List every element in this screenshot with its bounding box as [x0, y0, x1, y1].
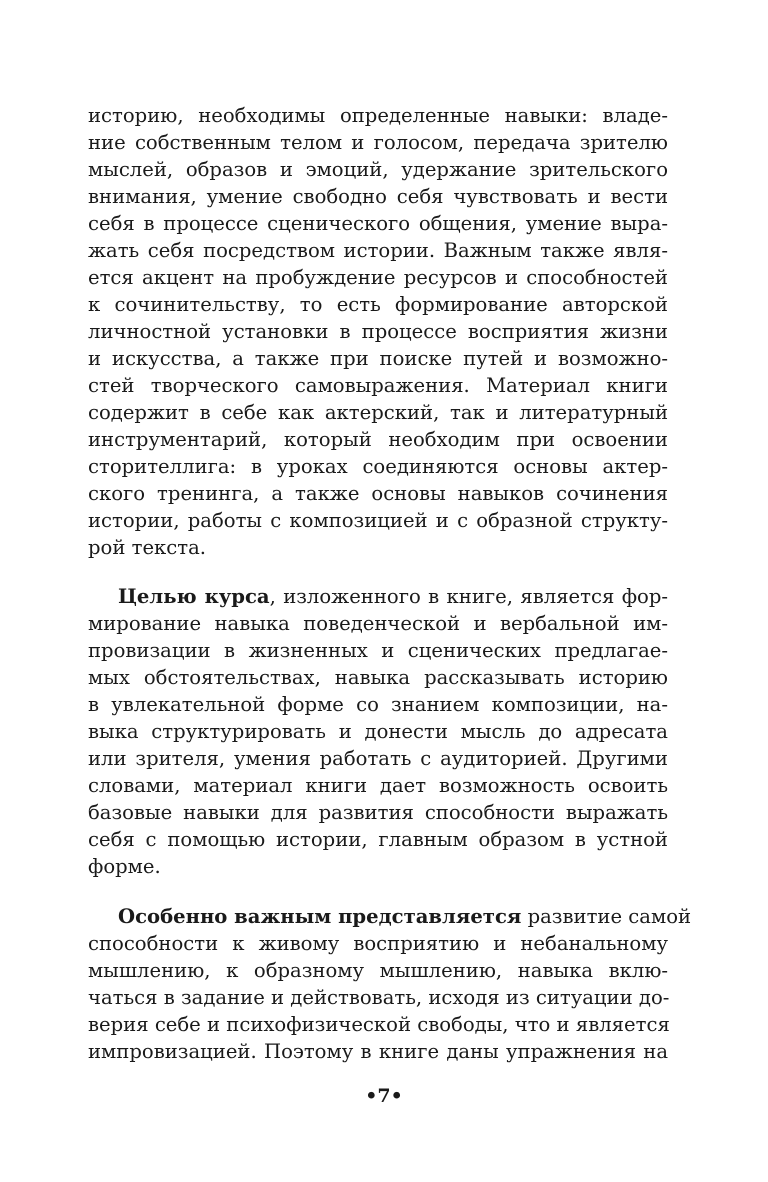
paragraph-1 — [88, 102, 668, 561]
bold-lead: Целью курса — [118, 585, 270, 608]
text-line: мирование навыка поведенческой и вербальной им- — [88, 612, 668, 635]
text-line: личностной установки в процессе восприятия жизни — [88, 320, 668, 343]
page-number: •7• — [365, 1085, 403, 1107]
text-line: мых обстоятельствах, навыка рассказывать историю — [88, 666, 668, 689]
text-fragment: , изложенного в книге, является фор- — [269, 585, 668, 608]
text-line: ется акцент на пробуждение ресурсов и способностей — [88, 266, 668, 289]
text-line: рой текста. — [88, 536, 207, 559]
text-line: способности к живому восприятию и небанальному — [88, 932, 668, 955]
text-line: ского тренинга, а также основы навыков сочинения — [88, 482, 668, 505]
text-line: себя с помощью истории, главным образом в устной — [88, 828, 668, 851]
text-line: мышлению, к образному мышлению, навыка вклю- — [88, 959, 668, 982]
text-line: импровизацией. Поэтому в книге даны упражнения на — [88, 1040, 668, 1063]
text-line: жать себя посредством истории. Важным также явля- — [88, 239, 668, 262]
text-line: к сочинительству, то есть формирование авторской — [88, 293, 668, 316]
text-fragment: развитие самой — [521, 905, 692, 928]
text-line: верия себе и психофизической свободы, что и является — [88, 1013, 670, 1036]
text-line: базовые навыки для развития способности выражать — [88, 801, 668, 824]
text-line: словами, материал книги дает возможность освоить — [88, 774, 668, 797]
text-line: мыслей, образов и эмоций, удержание зрительского — [88, 158, 668, 181]
text-line: инструментарий, который необходим при освоении — [88, 428, 668, 451]
text-line: историю, необходимы определенные навыки: владе- — [88, 104, 668, 127]
text-line: стей творческого самовыражения. Материал книги — [88, 374, 668, 397]
paragraph-3 — [88, 903, 692, 1065]
text-line — [88, 583, 668, 610]
text-line — [88, 903, 692, 930]
text-line: чаться в задание и действовать, исходя из ситуации до- — [88, 986, 670, 1009]
text-line: истории, работы с композицией и с образной структу- — [88, 509, 668, 532]
text-line: в увлекательной форме со знанием композиции, на- — [88, 693, 668, 716]
text-line: сторителлига: в уроках соединяются основы актер- — [88, 455, 668, 478]
paragraph-2 — [88, 583, 668, 880]
text-line: провизации в жизненных и сценических предлагае- — [88, 639, 668, 662]
text-line: и искусства, а также при поиске путей и возможно- — [88, 347, 668, 370]
text-line: форме. — [88, 855, 161, 878]
text-line: внимания, умение свободно себя чувствовать и вести — [88, 185, 668, 208]
text-line: или зрителя, умения работать с аудиторией. Другими — [88, 747, 668, 770]
text-line: выка структурировать и донести мысль до адресата — [88, 720, 668, 743]
text-line: содержит в себе как актерский, так и литературный — [88, 401, 668, 424]
text-line: себя в процессе сценического общения, умение выра- — [88, 212, 668, 235]
bold-lead: Особенно важным представляется — [118, 905, 522, 928]
text-line: ние собственным телом и голосом, передача зрителю — [88, 131, 668, 154]
